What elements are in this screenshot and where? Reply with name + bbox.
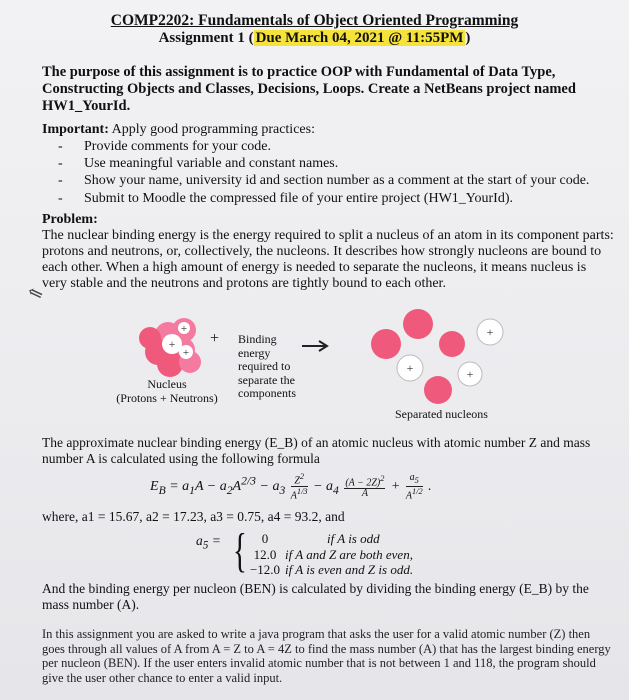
problem-paragraph: The nuclear binding energy is the energy required to split a nucleus of an atom in its component parts: protons and neutrons, or, collectively, the nucleons. It describes how strongly nucleons are bound to each other. When a high amount of energy is needed to separate the nucleons, it means nucleus is very stable and the neutrons and protons are tightly bound to each other. [42, 228, 614, 291]
a5-cases: 0 if A is odd 12.0 if A and Z are both even, −12.0 if A is even and Z is odd. [249, 531, 414, 577]
formula-intro: The approximate nuclear binding energy (E_B) of an atomic nucleus with atomic number Z and mass number A is calculated using the following formula [42, 435, 591, 466]
course-title: COMP2202: Fundamentals of Object Oriented Programming [110, 12, 519, 29]
binding-energy-label: Binding energy required to separate the components [238, 332, 296, 400]
problem-heading: Problem: [42, 212, 98, 227]
svg-text:+: + [486, 325, 494, 339]
due-date-highlight: Due March 04, 2021 @ 11:55PM [255, 30, 464, 46]
assignment-task-text: In this assignment you are asked to write a java program that asks the user for a valid atomic number (Z) then goes through all values of A from A = Z to A = 4Z to find the mass number (A) that has the largest binding energy per nucleon (BEN). If the user enters invalid atomic number that is not between 1 and 118, the program should give the user other chance to enter a valid input. [42, 627, 611, 685]
svg-text:+: + [182, 347, 190, 359]
binding-energy-formula: $E_B = a_1A - a_2A^{2/3} - a_3$ $\frac{Z^2}{A^{1/3}}$ − $a_4$ $\frac{(A - 2Z)^2}{A}$ + $\frac{a_5}{A^{1/2}}$ . [150, 471, 432, 502]
important-line [42, 121, 614, 138]
practices-list [58, 138, 589, 207]
nucleus-label: Nucleus (Protons + Neutrons) [116, 377, 218, 405]
nucleus-diagram [0, 300, 629, 430]
plus-sign: + [210, 330, 220, 347]
svg-text:+: + [406, 361, 414, 375]
assignment-prefix: Assignment 1 ( [158, 30, 254, 46]
coefficients-line: where, a1 = 15.67, a2 = 17.23, a3 = 0.75, a4 = 93.2, and [42, 509, 345, 524]
assignment-line [0, 30, 629, 47]
svg-text:+: + [466, 367, 474, 381]
mouse-cursor-icon: ⇖ [24, 281, 46, 306]
list-item: - Submit to Moodle the compressed file of your entire project (HW1_YourId). [58, 190, 589, 207]
arrow-right-icon [302, 341, 327, 351]
list-item: - Show your name, university id and section number as a comment at the start of your code. [58, 172, 589, 189]
a5-label: $a_5$ = [196, 533, 221, 552]
assignment-suffix: ) [465, 30, 471, 46]
separated-nucleons [371, 309, 503, 404]
separated-nucleons-label: Separated nucleons [395, 407, 488, 421]
intro-paragraph: The purpose of this assignment is to practice OOP with Fundamental of Data Type, Constructing Objects and Classes, Decisions, Loops. Create a NetBeans project named HW1_YourId. [42, 64, 576, 114]
important-label: Important: [42, 122, 109, 137]
binding-per-nucleon-text: And the binding energy per nucleon (BEN) is calculated by dividing the binding energy (E_B) by the mass number (A). [42, 581, 589, 612]
svg-text:+: + [168, 337, 176, 351]
brace-icon: { [233, 524, 247, 577]
list-item: - Provide comments for your code. [58, 138, 589, 155]
list-item: - Use meaningful variable and constant names. [58, 155, 589, 172]
nucleus-cluster [139, 318, 201, 377]
important-text: Apply good programming practices: [108, 122, 315, 137]
svg-text:+: + [180, 323, 188, 335]
